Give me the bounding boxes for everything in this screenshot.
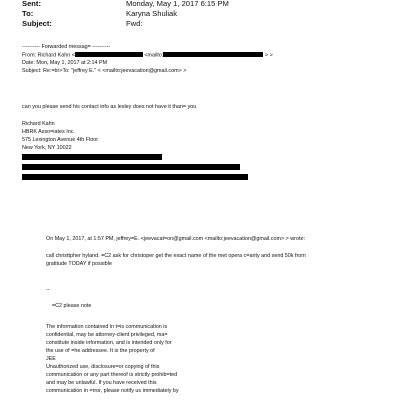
to-value: Karyna Shuliak (126, 9, 178, 18)
forward-subject: Subject: Re:=br>To: "jeffrey E." < <mailto:jeevacation@gmail.com> > (22, 68, 187, 74)
subject-label: Subject: (22, 19, 52, 28)
disclaimer-line: constitute inside information, and is intended only for (46, 340, 172, 346)
redaction-bar (22, 174, 248, 180)
signature-name: Richard Kahn (22, 121, 55, 127)
signature-company: HBRK Asso=iates Inc. (22, 129, 75, 135)
from-prefix: From: Richard Kahn < (22, 52, 75, 59)
sent-label: Sent: (22, 0, 41, 8)
from-end: > > (264, 52, 273, 59)
disclaimer-line: the use of =he addressee. It is the property of (46, 348, 155, 354)
to-label: To: (22, 9, 34, 18)
quoted-line: call christtpher hyland. =C2 ask for christoper get the exact name of the met opera c=arity and send 50k from (46, 253, 306, 259)
signature-address: 575 Lexington Avenue 4th Floor (22, 137, 99, 143)
sent-value: Monday, May 1, 2017 6:15 PM (126, 0, 229, 8)
redaction-bar (75, 52, 143, 57)
redaction-bar (22, 154, 162, 160)
quoted-dashes: -- (46, 287, 50, 293)
disclaimer-line: communication or any part thereof is strictly prohib=ted (46, 372, 178, 378)
disclaimer-line: The information contained in t=is communication is (46, 324, 168, 330)
quoted-note: =C2 please note (52, 303, 92, 309)
redaction-bar (22, 164, 240, 170)
disclaimer-line: confidential, may be attorney-client privileged, ma= (46, 332, 168, 338)
forward-from (22, 52, 273, 60)
disclaimer-line: JEE (46, 356, 56, 362)
forward-date: Date: Mon, May 1, 2017 at 2:14 PM (22, 60, 108, 66)
signature-city: New York, NY 10022 (22, 145, 72, 151)
disclaimer-line: Unauthorized use, disclosure=or copying of this (46, 364, 160, 370)
from-mid: <mailto: (144, 52, 164, 59)
quoted-intro: On May 1, 2017, at 1:57 PM, jeffrey=E. <jeevacat=on@gmail.com <mailto:jeevacation@gmail.com> > wrote: (46, 236, 305, 242)
forward-separator: ---------- Forwarded messag= ---------- (22, 44, 111, 50)
subject-value: Fwd: (126, 19, 143, 28)
disclaimer-line: communication in =rror, please notify us immediately by (46, 388, 179, 394)
disclaimer-line: and may be unlawful. If you have received this (46, 380, 157, 386)
message-text: can you please send his contact info as lesley does not have it than= you (22, 104, 197, 110)
quoted-line: gratitude TODAY if possible (46, 261, 112, 267)
redaction-bar (163, 52, 263, 57)
